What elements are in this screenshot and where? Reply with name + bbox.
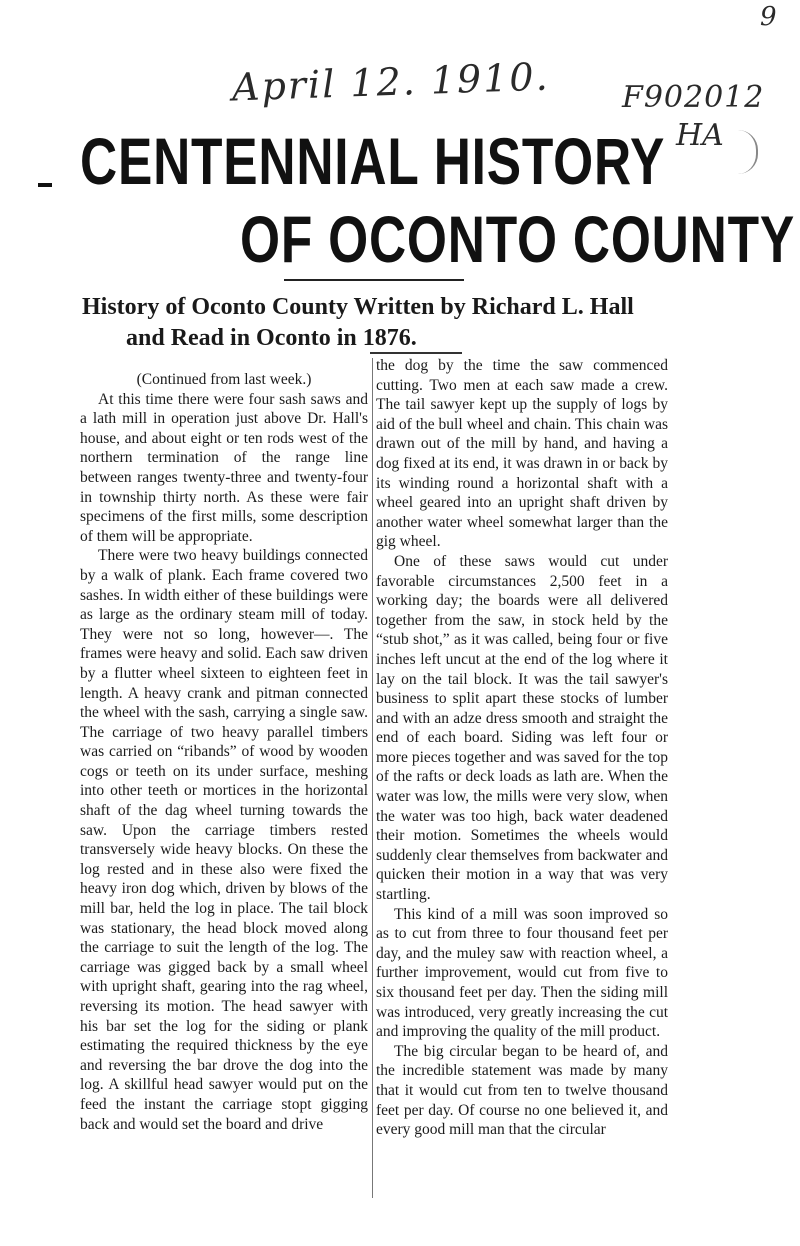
paragraph: The big circular began to be heard of, and the incredible statement was made by many that it would cut from ten to twelve thousand feet per day. Of course no one believed it, and every good mill man that the circular [376, 1042, 668, 1139]
paragraph: There were two heavy buildings connected by a walk of plank. Each frame covered two sashes. In width either of these buildings were as large as the ordinary steam mill of today. They were not so long, however—. The frames were heavy and solid. Each saw driven by a flutter wheel sixteen to eighteen feet in length. A heavy crank and pitman connected the wheel with the sash, carrying a single saw. The carriage of two heavy parallel timbers was carried on “ribands” of wood by wooden cogs or teeth on its under surface, meshing into other teeth or mortices in the horizontal shaft of the dag wheel turning towards the saw. Upon the carriage timbers rested transversely wide heavy blocks. On these the log rested and in these also were fixed the heavy iron dog which, driven by blows of the mill bar, held the log in place. The tail block was stationary, the head block moved along the carriage to suit the length of the log. The carriage was gigged back by a small wheel with upright shaft, gearing into the rag wheel, reversing its motion. The head sawyer with his bar set the log for the siding or plank estimating the required thickness by the eye and reversing the bar drove the dog into the log. A skillful head sawyer would put on the feed the instant the carriage stopt gigging back and would set the board and drive [80, 547, 368, 1133]
page-number: 9 [760, 2, 777, 32]
catalog-code: HA [676, 118, 724, 153]
article-column-2 [376, 356, 668, 1140]
paragraph: the dog by the time the saw commenced cutting. Two men at each saw made a crew. The tail sawyer kept up the supply of logs by aid of the bull wheel and chain. This chain was drawn out of the mill by hand, and having a dog fixed at its end, it was drawn in or back by its winding round a horizontal shaft with a wheel geared into an upright shaft driven by another water wheel somewhat larger than the gig wheel. [376, 357, 668, 551]
handwritten-date: April 12. 1910. [231, 54, 551, 110]
continued-note: (Continued from last week.) [136, 371, 312, 388]
paragraph: This kind of a mill was soon improved so as to cut from three to four thousand feet per day, and the muley saw with reaction wheel, a further improvement, would cut from five to six thousand feet per day. Then the siding mill was introduced, very greatly increasing the cut and improving the quality of the mill product. [376, 905, 668, 1041]
edge-mark [38, 183, 52, 187]
subheadline-line-1: History of Oconto County Written by Richard L. Hall [82, 294, 634, 320]
subheadline-line-2: and Read in Oconto in 1876. [126, 325, 417, 351]
headline-line-2: OF OCONTO COUNTY [240, 202, 795, 276]
pencil-mark [738, 130, 758, 174]
headline-line-1: CENTENNIAL HISTORY [80, 124, 666, 198]
column-top-rule [370, 352, 462, 354]
column-divider [372, 358, 373, 1198]
paragraph: At this time there were four sash saws and a lath mill in operation just above Dr. Hall's house, and about eight or ten rods west of the northern termination of the range line between ranges twenty-three and twenty-four in township thirty north. As these were fair specimens of the first mills, some description of them will be appropriate. [80, 390, 368, 545]
paragraph: One of these saws would cut under favorable circumstances 2,500 feet in a working day; the boards were all delivered together from the saw, in stock held by the “stub shot,” as it was called, being four or five inches left uncut at the end of the log where it lay on the tail block. It was the tail sawyer's business to split apart these stocks of lumber and with an adze dress smooth and straight the end of each board. Siding was left four or more pieces together and was saved for the top of the rafts or deck loads as lath are. When the water was low, the mills were very slow, when the water was too high, back water deadened their motion. Sometimes the wheels would suddenly clear themselves from backwater and quicken their motion in a way that was very startling. [376, 552, 668, 904]
headline-rule [284, 279, 464, 281]
catalog-number: F902012 [622, 80, 765, 115]
article-column-1 [80, 356, 368, 1134]
